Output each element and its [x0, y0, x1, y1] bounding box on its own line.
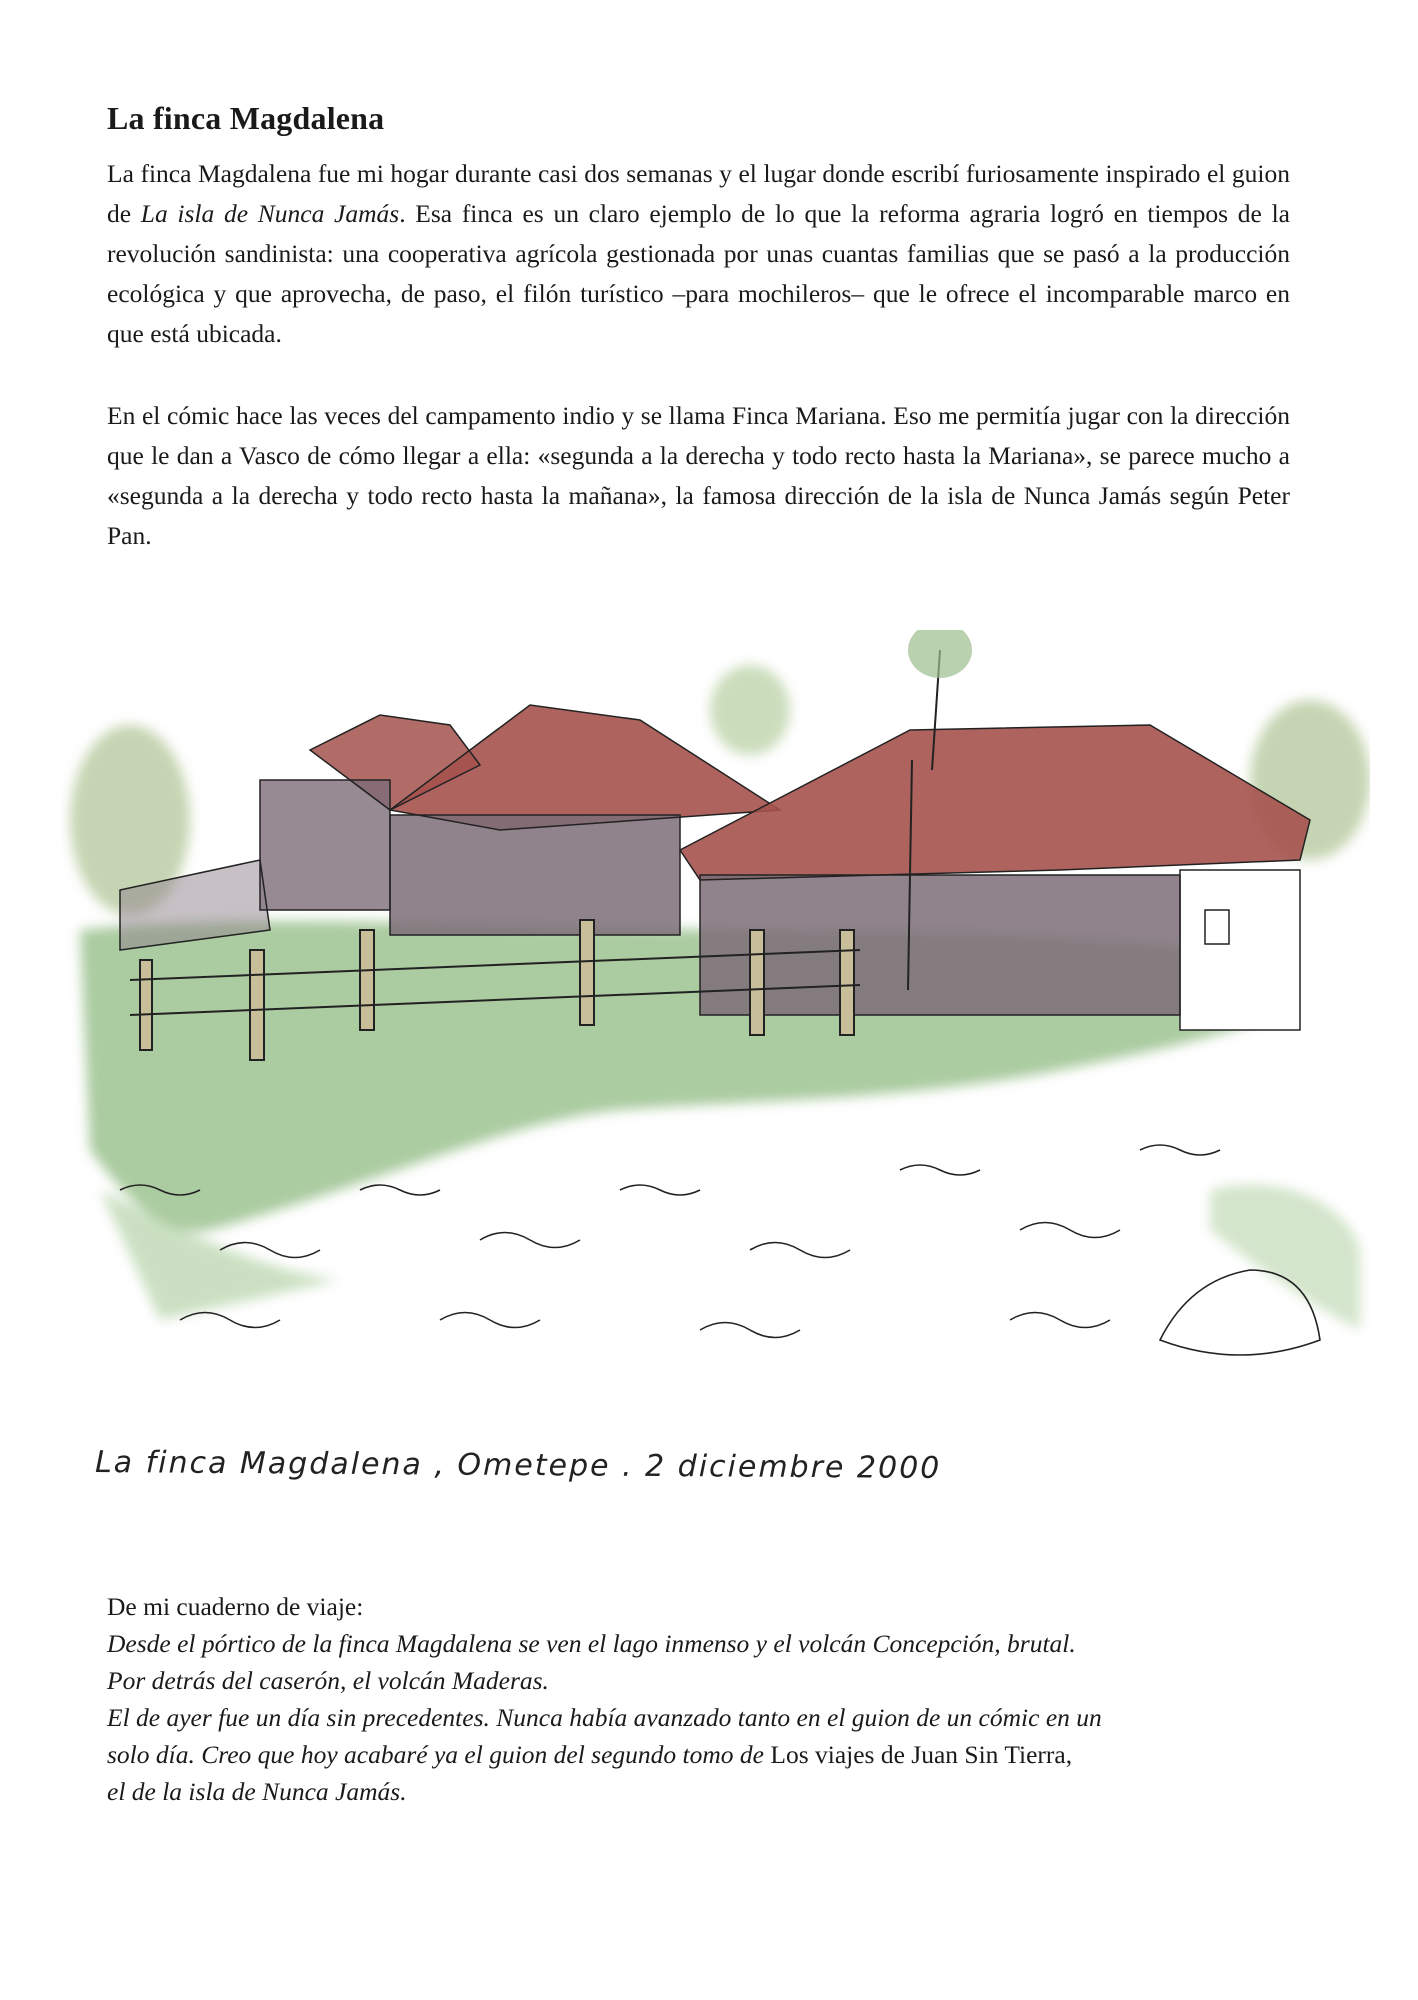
- finca-sketch-illustration: [60, 630, 1370, 1500]
- intro-text-b: . Esa finca es un claro ejemplo de lo que la reforma agraria logró en tiempos de la revolución sandinista: una cooperativa agrícola gestionada por unas cuantas familias que se pasó a la producción ecológica y que aprovecha, de paso, el filón turístico –para mochileros– que le ofrece el incomparable marco en que está ubicada.: [107, 199, 1290, 348]
- left-farmhouse: [120, 705, 780, 950]
- right-farmhouse: [680, 725, 1310, 1030]
- page-title: La finca Magdalena: [107, 100, 385, 136]
- journal-line-4-italic: solo día. Creo que hoy acabaré ya el guion del segundo tomo de: [107, 1740, 771, 1769]
- series-title: Los viajes de Juan Sin Tierra,: [770, 1740, 1073, 1769]
- journal-line-3: El de ayer fue un día sin precedentes. Nunca había avanzado tanto en el guion de un cómic en un: [107, 1703, 1102, 1732]
- journal-heading: De mi cuaderno de viaje:: [107, 1592, 364, 1621]
- travel-journal-excerpt: [107, 1588, 1337, 1810]
- journal-line-1: Desde el pórtico de la finca Magdalena se ven el lago inmenso y el volcán Concepción, brutal.: [107, 1629, 1076, 1658]
- comic-paragraph: En el cómic hace las veces del campamento indio y se llama Finca Mariana. Eso me permitía jugar con la dirección que le dan a Vasco de cómo llegar a ella: «segunda a la derecha y todo recto hasta la Mariana», se parece mucho a «segunda a la derecha y todo recto hasta la mañana», la famosa dirección de la isla de Nunca Jamás según Peter Pan.: [107, 401, 1290, 550]
- book-title-italic: La isla de Nunca Jamás: [140, 199, 400, 228]
- journal-line-4: [107, 1736, 1337, 1773]
- intro-paragraph: [107, 154, 1290, 354]
- journal-line-5: el de la isla de Nunca Jamás.: [107, 1777, 407, 1806]
- sketch-caption: La finca Magdalena , Ometepe . 2 diciembre 2000: [94, 1445, 942, 1486]
- journal-line-2: Por detrás del caserón, el volcán Maderas.: [107, 1666, 549, 1695]
- intro-text-a: La finca Magdalena fue mi hogar durante casi dos semanas y el lugar donde escribí furiosamente inspirado el guion de: [107, 159, 1290, 228]
